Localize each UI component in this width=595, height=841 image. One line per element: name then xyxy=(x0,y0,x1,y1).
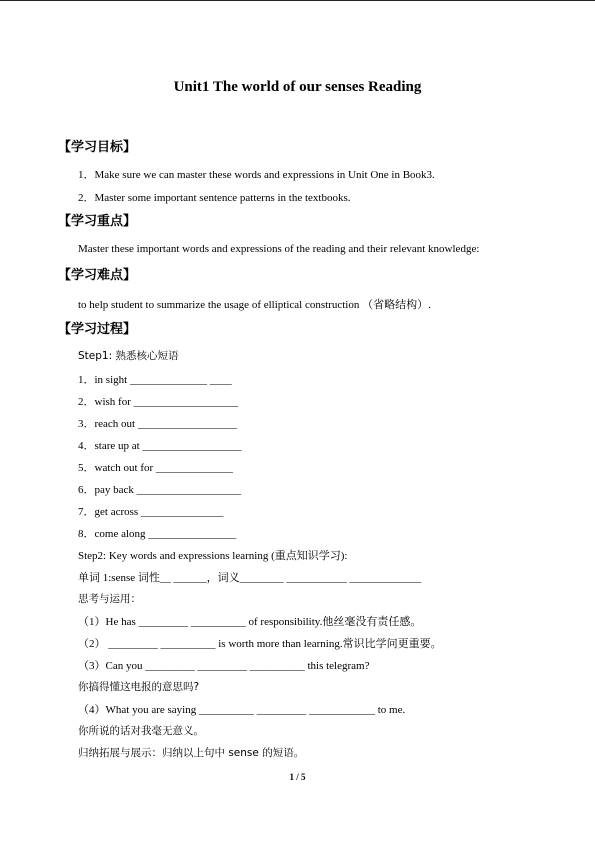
phrase-item: 5．watch out for ______________ xyxy=(78,462,233,474)
key-points-text: Master these important words and expressions of the reading and their relevant knowledge: xyxy=(78,243,480,255)
step1-label: Step1: 熟悉核心短语 xyxy=(78,350,179,362)
summary-line: 归纳拓展与展示：归纳以上句中 sense 的短语。 xyxy=(78,747,305,759)
phrase-item: 1．in sight ______________ ____ xyxy=(78,374,232,386)
step2-label: Step2: Key words and expressions learning (重点知识学习): xyxy=(78,550,348,562)
phrase-item: 4．stare up at __________________ xyxy=(78,440,242,452)
exercise-item: （2） _________ __________ is worth more than learning.常识比学问更重要。 xyxy=(78,638,442,650)
phrase-item: 3．reach out __________________ xyxy=(78,418,237,430)
exercise-item: （1）He has _________ __________ of responsibility.他丝毫没有责任感。 xyxy=(78,616,422,628)
process-heading: 【学习过程】 xyxy=(58,322,137,337)
phrase-item: 8．come along ________________ xyxy=(78,528,237,540)
goal-item: 2．Master some important sentence patterns in the textbooks. xyxy=(78,192,351,204)
difficulties-heading: 【学习难点】 xyxy=(58,268,137,283)
difficulties-text: to help student to summarize the usage of elliptical construction （省略结构）. xyxy=(78,299,431,311)
exercise-item: （3）Can you _________ _________ __________ this telegram? xyxy=(78,660,370,672)
phrase-item: 7．get across _______________ xyxy=(78,506,224,518)
page-number: 1 / 5 xyxy=(289,772,306,782)
phrase-item: 2．wish for ___________________ xyxy=(78,396,239,408)
page-top-border xyxy=(0,0,595,1)
page-title: Unit1 The world of our senses Reading xyxy=(173,79,422,95)
exercise-translation: 你所说的话对我毫无意义。 xyxy=(78,725,204,737)
exercise-item: （4）What you are saying __________ _________ ____________ to me. xyxy=(78,704,406,716)
goals-heading: 【学习目标】 xyxy=(58,140,137,155)
key-points-heading: 【学习重点】 xyxy=(58,214,137,229)
word1-line: 单词 1:sense 词性__ ______，词义________ ___________ _____________ xyxy=(78,572,422,584)
think-label: 思考与运用： xyxy=(78,593,141,605)
exercise-translation: 你搞得懂这电报的意思吗? xyxy=(78,681,200,693)
phrase-item: 6．pay back ___________________ xyxy=(78,484,242,496)
goal-item: 1．Make sure we can master these words and expressions in Unit One in Book3. xyxy=(78,169,435,181)
